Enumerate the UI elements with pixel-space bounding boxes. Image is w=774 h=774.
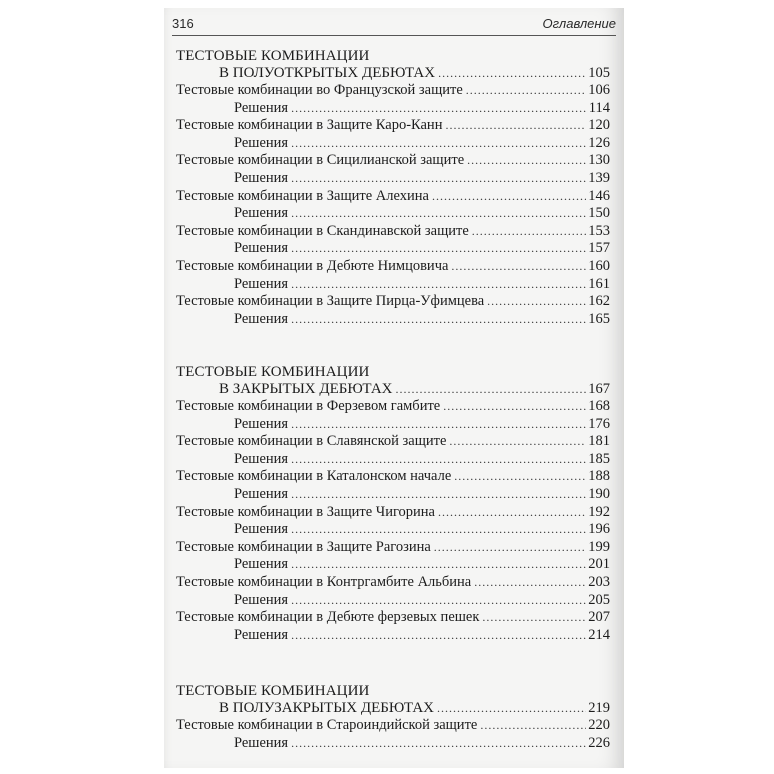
entry-label: Тестовые комбинации в Защите Пирца-Уфимцева [176,293,485,310]
section-title: ТЕСТОВЫЕ КОМБИНАЦИИ [176,683,370,699]
dot-leader [445,117,586,135]
entry-label: Тестовые комбинации в Славянской защите [176,433,447,450]
entry-label: Решения [234,734,289,751]
dot-leader [451,258,586,276]
dot-leader [454,468,586,486]
entry-label: Тестовые комбинации в Контргамбите Альбина [176,573,472,590]
toc-subentry-solutions[interactable] [176,556,610,574]
entry-label: Тестовые комбинации в Каталонском начале [176,468,452,485]
toc-subentry-solutions[interactable] [176,627,610,645]
dot-leader [472,223,586,241]
entry-label: Тестовые комбинации в Скандинавской защите [176,222,469,239]
section-subtitle: В ПОЛУЗАКРЫТЫХ ДЕБЮТАХ [219,700,435,716]
entry-label: Решения [234,275,289,292]
entry-page-number: 139 [588,169,610,186]
dot-leader [291,627,586,645]
entry-page-number: 199 [588,538,610,555]
toc-entry[interactable] [176,152,610,170]
toc-subentry-solutions[interactable] [176,521,610,539]
dot-leader [291,521,586,539]
entry-page-number: 146 [588,187,610,204]
entry-label: Тестовые комбинации в Защите Рагозина [176,538,431,555]
dot-leader [396,381,587,398]
entry-page-number: 220 [588,717,610,733]
entry-page-number: 188 [588,468,610,485]
dot-leader [291,100,587,118]
toc-entry[interactable] [176,258,610,276]
entry-page-number: 196 [588,521,610,538]
entry-label: Решения [234,134,289,151]
toc-subentry-solutions[interactable] [176,135,610,153]
toc-subentry-solutions[interactable] [176,486,610,504]
entry-label: Решения [234,626,289,643]
entry-label: Решения [234,591,289,608]
entry-page-number: 207 [588,609,610,626]
entry-label: Тестовые комбинации в Защите Каро-Канн [176,117,443,134]
entry-page-number: 126 [588,134,610,151]
toc-entry[interactable] [176,398,610,416]
entry-label: Тестовые комбинации в Защите Алехина [176,187,429,204]
toc-entry[interactable] [176,717,610,735]
toc-subentry-solutions[interactable] [176,276,610,294]
entry-page-number: 185 [588,450,610,467]
dot-leader [434,539,586,557]
dot-leader [487,293,586,311]
entry-page-number: 168 [588,398,610,414]
toc-subentry-solutions[interactable] [176,451,610,469]
dot-leader [291,416,586,434]
entry-label: Тестовые комбинации в Защите Чигорина [176,503,435,520]
entry-page-number: 162 [588,293,610,310]
toc-entry[interactable] [176,117,610,135]
toc-section [176,364,610,644]
entry-page-number: 176 [588,415,610,432]
dot-leader [291,735,586,753]
section-page-number: 167 [588,381,610,397]
dot-leader [291,276,586,294]
toc-subentry-solutions[interactable] [176,240,610,258]
entry-page-number: 190 [588,485,610,502]
dot-leader [466,82,586,100]
entry-page-number: 114 [588,99,610,116]
dot-leader [291,451,586,469]
entry-label: Тестовые комбинации в Ферзевом гамбите [176,398,441,414]
section-page-number: 105 [588,65,610,81]
toc-section [176,48,610,328]
entry-label: Решения [234,240,289,257]
toc-entry[interactable] [176,468,610,486]
book-page [164,8,624,768]
toc-entry[interactable] [176,223,610,241]
dot-leader [291,311,586,329]
dot-leader [291,486,586,504]
entry-page-number: 181 [588,433,610,450]
entry-label: Решения [234,99,289,116]
entry-page-number: 201 [588,556,610,573]
entry-page-number: 165 [588,310,610,327]
toc-entry[interactable] [176,574,610,592]
section-title-line2[interactable] [176,700,610,717]
entry-page-number: 161 [588,275,610,292]
page-number: 316 [172,16,194,31]
toc-subentry-solutions[interactable] [176,735,610,753]
dot-leader [437,700,586,717]
entry-label: Решения [234,485,289,502]
dot-leader [291,205,586,223]
toc-subentry-solutions[interactable] [176,205,610,223]
dot-leader [449,433,586,451]
toc-entry[interactable] [176,504,610,522]
dot-leader [480,717,586,735]
entry-page-number: 226 [588,734,610,751]
entry-page-number: 203 [588,573,610,590]
dot-leader [443,398,586,416]
running-title: Оглавление [542,16,616,31]
toc-entry[interactable] [176,82,610,100]
toc-section [176,683,610,752]
dot-leader [474,574,586,592]
entry-label: Решения [234,521,289,538]
toc-subentry-solutions[interactable] [176,416,610,434]
entry-label: Решения [234,169,289,186]
toc-subentry-solutions[interactable] [176,592,610,610]
entry-page-number: 192 [588,503,610,520]
dot-leader [438,65,586,82]
toc-entry[interactable] [176,539,610,557]
entry-page-number: 106 [588,82,610,98]
entry-page-number: 150 [588,205,610,222]
entry-label: Тестовые комбинации в Дебюте ферзевых пешек [176,609,480,626]
dot-leader [482,609,586,627]
entry-label: Решения [234,415,289,432]
entry-label: Тестовые комбинации во Французской защите [176,82,463,98]
toc-entry[interactable] [176,188,610,206]
toc-entry[interactable] [176,433,610,451]
entry-page-number: 214 [588,626,610,643]
entry-page-number: 130 [588,152,610,169]
entry-page-number: 153 [588,222,610,239]
entry-page-number: 205 [588,591,610,608]
dot-leader [291,240,586,258]
page-header [172,15,616,36]
section-title: ТЕСТОВЫЕ КОМБИНАЦИИ [176,48,370,64]
section-title-line2[interactable] [176,65,610,82]
toc-subentry-solutions[interactable] [176,311,610,329]
entry-label: Решения [234,205,289,222]
toc-entry[interactable] [176,293,610,311]
dot-leader [432,188,586,206]
dot-leader [291,556,586,574]
entry-page-number: 120 [588,117,610,134]
entry-label: Тестовые комбинации в Староиндийской защите [176,717,478,733]
entry-label: Решения [234,310,289,327]
toc-subentry-solutions[interactable] [176,100,610,118]
dot-leader [291,135,586,153]
entry-label: Решения [234,556,289,573]
entry-label: Тестовые комбинации в Сицилианской защите [176,152,465,169]
dot-leader [438,504,586,522]
section-subtitle: В ЗАКРЫТЫХ ДЕБЮТАХ [219,381,393,397]
entry-page-number: 160 [588,257,610,274]
dot-leader [467,152,586,170]
section-title-line2[interactable] [176,381,610,398]
toc-subentry-solutions[interactable] [176,170,610,188]
section-subtitle: В ПОЛУОТКРЫТЫХ ДЕБЮТАХ [219,65,436,81]
dot-leader [291,592,586,610]
entry-label: Решения [234,450,289,467]
section-title: ТЕСТОВЫЕ КОМБИНАЦИИ [176,364,370,380]
section-page-number: 219 [588,700,610,716]
entry-label: Тестовые комбинации в Дебюте Нимцовича [176,257,449,274]
dot-leader [291,170,586,188]
toc-entry[interactable] [176,609,610,627]
entry-page-number: 157 [588,240,610,257]
